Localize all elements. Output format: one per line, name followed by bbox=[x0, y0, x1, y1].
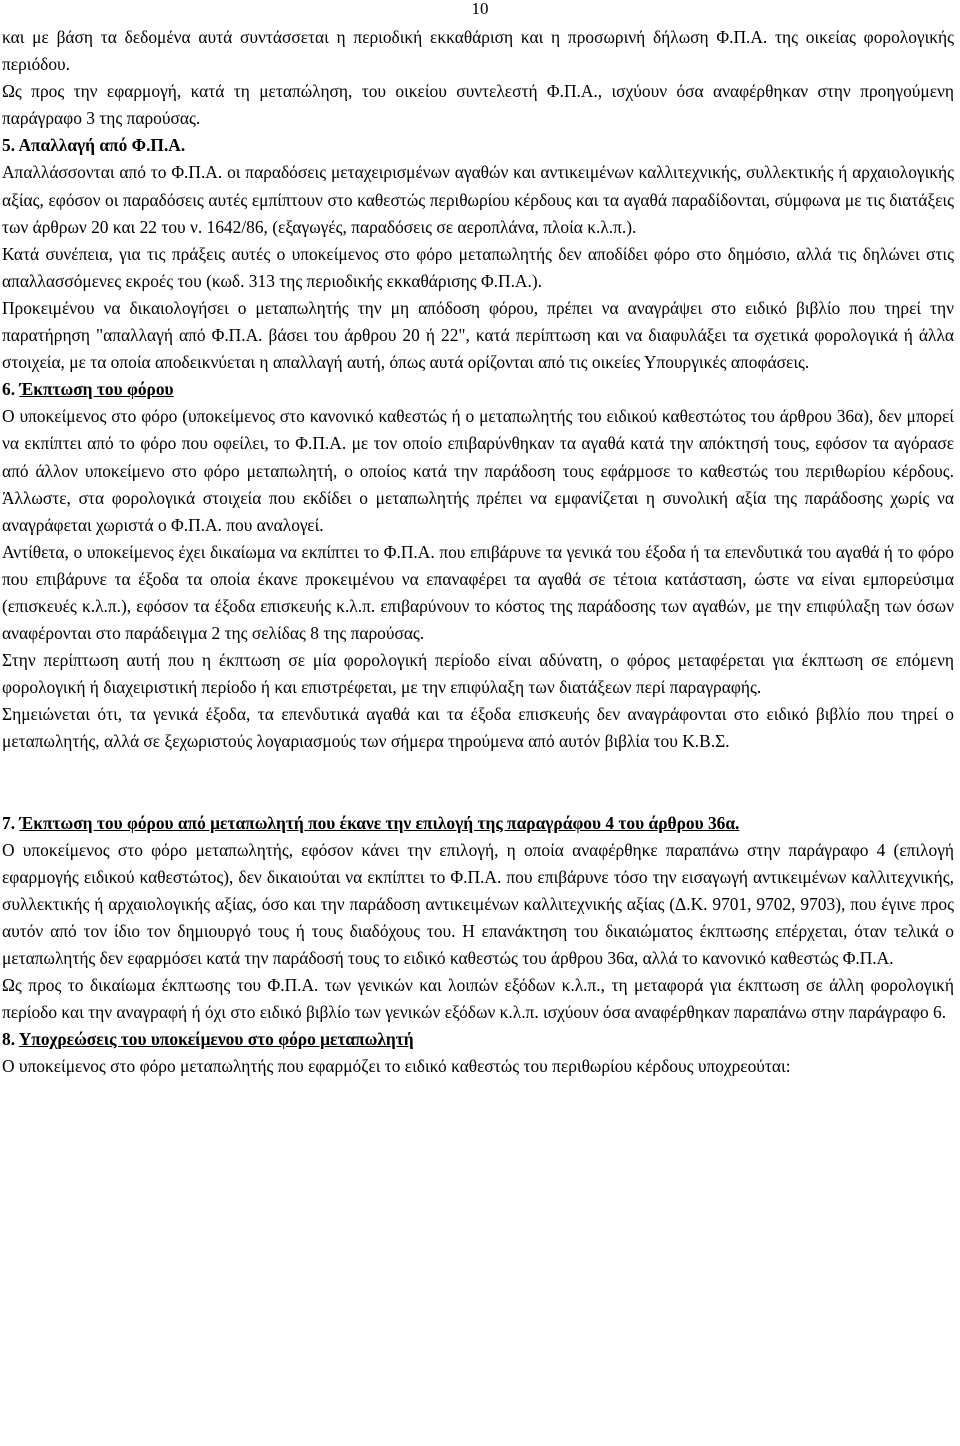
page-number: 10 bbox=[471, 0, 489, 18]
paragraph: Κατά συνέπεια, για τις πράξεις αυτές ο υποκείμενος στο φόρο μεταπωλητής δεν αποδίδει φόρο στο δημόσιο, αλλά τις δηλώνει στις απαλλασσόμενες εκροές του (κωδ. 313 της περιοδικής εκκαθάρισης Φ.Π.Α.). bbox=[2, 243, 954, 291]
section-heading-7 bbox=[2, 810, 954, 837]
section-title: Έκπτωση του φόρου bbox=[19, 379, 174, 400]
paragraph: Ο υποκείμενος στο φόρο (υποκείμενος στο κανονικό καθεστώς ή ο μεταπωλητής του ειδικού καθεστώτος του άρθρου 36α), δεν μπορεί να εκπίπτει από το φόρο που οφείλει, το Φ.Π.Α. με τον οποίο επιβαρύνθηκαν τα αγαθά κατά την απόκτησή τους, εφόσον τα αγόρασε από άλλον υποκείμενο στο φόρο μεταπωλητή, ο οποίος κατά την παράδοση τους εφάρμοσε το καθεστώς του περιθωρίου κέρδους. Άλλωστε, στα φορολογικά στοιχεία που εκδίδει ο μεταπωλητής πρέπει να εμφανίζεται η συνολική αξία της παράδοσης χωρίς να αναγράφεται χωριστά ο Φ.Π.Α. που αναλογεί. bbox=[2, 406, 954, 535]
blank-space bbox=[2, 756, 954, 810]
paragraph: Ως προς το δικαίωμα έκπτωσης του Φ.Π.Α. των γενικών και λοιπών εξόδων κ.λ.π., τη μεταφορά για έκπτωση σε άλλη φορολογική περίοδο και την αναγραφή ή όχι στο ειδικό βιβλίο των γενικών εξόδων κ.λ.π. ισχύουν όσα αναφέρθηκαν παραπάνω στην παράγραφο 6. bbox=[2, 975, 954, 1023]
section-title: Έκπτωση του φόρου από μεταπωλητή που έκανε την επιλογή της παραγράφου 4 του άρθρου 36α. bbox=[19, 812, 740, 833]
section-heading-6 bbox=[2, 376, 954, 403]
section-heading-5 bbox=[2, 132, 954, 159]
paragraph: Προκειμένου να δικαιολογήσει ο μεταπωλητής την μη απόδοση φόρου, πρέπει να αναγράψει στο ειδικό βιβλίο που τηρεί την παρατήρηση "απαλλαγή από Φ.Π.Α. βάσει του άρθρου 20 ή 22", κατά περίπτωση και να διαφυλάξει τα σχετικά φορολογικά ή άλλα στοιχεία, με τα οποία αποδεικνύεται η απαλλαγή αυτή, όπως αυτά ορίζονται από τις οικείες Υπουργικές αποφάσεις. bbox=[2, 297, 954, 373]
paragraph: Σημειώνεται ότι, τα γενικά έξοδα, τα επενδυτικά αγαθά και τα έξοδα επισκευής δεν αναγράφονται στο ειδικό βιβλίο που τηρεί ο μεταπωλητής, αλλά σε ξεχωριστούς λογαριασμούς των σήμερα τηρούμενα από αυτόν βιβλία του Κ.Β.Σ. bbox=[2, 704, 954, 752]
section-number: 5. bbox=[2, 135, 16, 156]
paragraph: Αντίθετα, ο υποκείμενος έχει δικαίωμα να εκπίπτει το Φ.Π.Α. που επιβάρυνε τα γενικά του έξοδα ή τα επενδυτικά του αγαθά ή το φόρο που επιβάρυνε τα έξοδα τα οποία έκανε προκειμένου να επαναφέρει τα αγαθά σε τέτοια κατάσταση, ώστε να είναι εμπορεύσιμα (επισκευές κ.λ.π.), εφόσον τα έξοδα επισκευής κ.λ.π. επιβαρύνουν το κόστος της παράδοσης των αγαθών, με την επιφύλαξη των όσων αναφέρονται στο παράδειγμα 2 της σελίδας 8 της παρούσας. bbox=[2, 541, 954, 644]
section-title: Απαλλαγή από Φ.Π.Α. bbox=[18, 135, 186, 156]
section-heading-8 bbox=[2, 1026, 954, 1053]
paragraph: Ως προς την εφαρμογή, κατά τη μεταπώληση, του οικείου συντελεστή Φ.Π.Α., ισχύουν όσα αναφέρθηκαν στην προηγούμενη παράγραφο 3 της παρούσας. bbox=[2, 81, 954, 129]
section-number: 8. bbox=[2, 1029, 16, 1050]
paragraph: και με βάση τα δεδομένα αυτά συντάσσεται η περιοδική εκκαθάριση και η προσωρινή δήλωση Φ.Π.Α. της οικείας φορολογικής περιόδου. bbox=[2, 27, 954, 75]
paragraph: Απαλλάσσονται από το Φ.Π.Α. οι παραδόσεις μεταχειρισμένων αγαθών και αντικειμένων καλλιτεχνικής, συλλεκτικής ή αρχαιολογικής αξίας, εφόσον οι παραδόσεις αυτές εμπίπτουν στο καθεστώς περιθωρίου κέρδους και τα αγαθά παραδίδονται, σύμφωνα με τις διατάξεις των άρθρων 20 και 22 του ν. 1642/86, (εξαγωγές, παραδόσεις σε αεροπλάνα, πλοία κ.λ.π.). bbox=[2, 162, 954, 237]
section-title: Υποχρεώσεις του υποκείμενου στο φόρο μεταπωλητή bbox=[18, 1029, 414, 1050]
paragraph: Ο υποκείμενος στο φόρο μεταπωλητής, εφόσον κάνει την επιλογή, η οποία αναφέρθηκε παραπάνω στην παράγραφο 4 (επιλογή εφαρμογής ειδικού καθεστώτος), δεν δικαιούται να εκπίπτει το Φ.Π.Α. που επιβάρυνε τόσο την εισαγωγή αντικειμένων καλλιτεχνικής, συλλεκτικής ή αρχαιολογικής αξίας, όσο και την παράδοση αντικειμένων καλλιτεχνικής αξίας (Δ.Κ. 9701, 9702, 9703), που έγινε προς αυτόν από τον ίδιο τον δημιουργό τους ή τους διαδόχους του. Η επανάκτηση του δικαιώματος έκπτωσης επέρχεται, όταν τελικά ο μεταπωλητής δεν εφαρμόσει κατά την παράδοσή τους το ειδικό καθεστώς του άρθρου 36α, αλλά το κανονικό καθεστώς Φ.Π.Α. bbox=[2, 839, 954, 968]
paragraph: Στην περίπτωση αυτή που η έκπτωση σε μία φορολογική περίοδο είναι αδύνατη, ο φόρος μεταφέρεται για έκπτωση σε επόμενη φορολογική ή διαχειριστική περίοδο ή και επιστρέφεται, με την επιφύλαξη των διατάξεων περί παραγραφής. bbox=[2, 650, 954, 698]
section-number: 6. bbox=[2, 379, 16, 400]
section-number: 7. bbox=[2, 812, 16, 833]
document-body bbox=[2, 24, 954, 1080]
paragraph: Ο υποκείμενος στο φόρο μεταπωλητής που εφαρμόζει το ειδικό καθεστώς του περιθωρίου κέρδους υποχρεούται: bbox=[2, 1056, 791, 1077]
